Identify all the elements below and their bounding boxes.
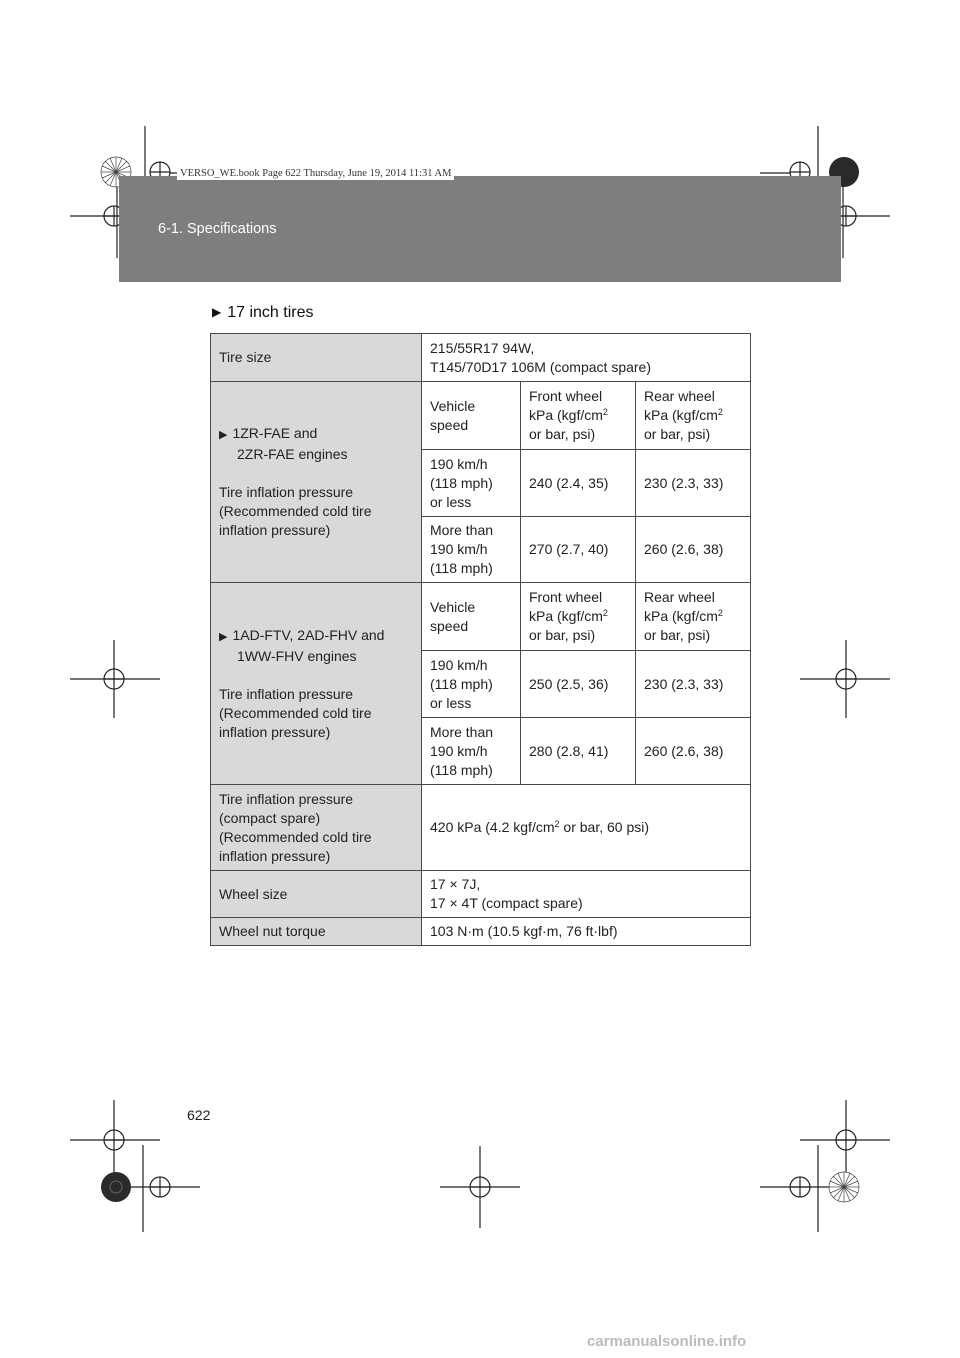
speed-line: (118 mph) <box>430 761 493 778</box>
value-text: 420 kPa (4.2 kgf/cm <box>430 819 555 835</box>
rear-wheel-header <box>636 382 751 450</box>
header-line: speed <box>430 617 469 634</box>
rear-wheel-header <box>636 583 751 651</box>
speed-header <box>422 583 521 651</box>
header-line: speed <box>430 416 469 433</box>
rear-pressure-cell: 260 (2.6, 38) <box>636 718 751 785</box>
header-line: Rear wheel <box>644 589 715 605</box>
wheel-size-line: 17 × 7J, <box>430 876 481 892</box>
header-line: Front wheel <box>529 388 603 404</box>
compact-spare-label <box>211 785 422 871</box>
rear-pressure-cell: 230 (2.3, 33) <box>636 450 751 517</box>
header-text: kPa (kgf/cm <box>644 608 718 624</box>
section-title: 6-1. Specifications <box>158 221 277 237</box>
wheel-size-line: 17 × 4T (compact spare) <box>430 895 583 911</box>
table-row <box>211 918 751 946</box>
group2-title <box>219 626 413 647</box>
group2-desc-line: (Recommended cold tire <box>219 704 372 721</box>
speed-cell <box>422 651 521 718</box>
tire-spec-table <box>210 333 751 946</box>
triangle-marker-icon: ▶ <box>219 630 228 643</box>
header-line: Front wheel <box>529 589 603 605</box>
table-row <box>211 334 751 382</box>
speed-line: (118 mph) <box>430 560 493 576</box>
speed-line: (118 mph) <box>430 474 493 491</box>
front-wheel-header <box>521 583 636 651</box>
speed-line: More than <box>430 522 494 538</box>
superscript: 2 <box>717 608 723 618</box>
header-text: kPa (kgf/cm <box>644 407 718 423</box>
wheel-nut-torque-label: Wheel nut torque <box>211 918 422 946</box>
header-text: kPa (kgf/cm <box>529 407 603 423</box>
speed-line: 190 km/h <box>430 455 488 472</box>
speed-line: 190 km/h <box>430 742 488 759</box>
header-line: Rear wheel <box>644 388 715 404</box>
group1-title <box>219 424 413 445</box>
tire-size-line: T145/70D17 106M (compact spare) <box>430 358 651 375</box>
superscript: 2 <box>717 407 723 417</box>
group1-desc-line: Tire inflation pressure <box>219 484 354 500</box>
table-row <box>211 871 751 918</box>
speed-line: (118 mph) <box>430 675 493 692</box>
header-line: or bar, psi) <box>644 627 711 643</box>
speed-cell <box>422 517 521 583</box>
front-pressure-cell: 270 (2.7, 40) <box>521 517 636 583</box>
group1-title-line: 1ZR-FAE and <box>232 425 318 441</box>
group2-label <box>211 583 422 785</box>
subsection-heading-text: 17 inch tires <box>227 304 314 321</box>
triangle-marker-icon: ▶ <box>212 305 222 319</box>
tire-size-line: 215/55R17 94W, <box>430 339 535 356</box>
front-wheel-header <box>521 382 636 450</box>
label-line: (Recommended cold tire <box>219 828 372 845</box>
superscript: 2 <box>554 819 560 829</box>
section-header-band <box>119 176 841 282</box>
book-info-stamp: VERSO_WE.book Page 622 Thursday, June 19, 2014 11:31 AM <box>177 167 454 180</box>
speed-line: or less <box>430 694 472 711</box>
subsection-heading <box>212 304 314 322</box>
header-line <box>644 607 742 626</box>
watermark: carmanualsonline.info <box>587 1333 747 1350</box>
header-line: or bar, psi) <box>529 426 596 442</box>
header-line <box>529 607 627 626</box>
label-line: inflation pressure) <box>219 847 331 864</box>
table-row <box>211 382 751 450</box>
group2-desc-line: Tire inflation pressure <box>219 685 354 702</box>
group2-title-line: 1AD-FTV, 2AD-FHV and <box>232 626 385 643</box>
group1-label <box>211 382 422 583</box>
group1-title-line: 2ZR-FAE engines <box>237 446 348 462</box>
superscript: 2 <box>602 608 608 618</box>
compact-spare-value <box>422 785 751 871</box>
wheel-nut-torque-value: 103 N·m (10.5 kgf·m, 76 ft·lbf) <box>422 918 751 946</box>
triangle-marker-icon: ▶ <box>219 429 228 441</box>
tire-size-value <box>422 334 751 382</box>
speed-header <box>422 382 521 450</box>
page-number: 622 <box>187 1107 211 1123</box>
superscript: 2 <box>602 407 608 417</box>
value-text: or bar, 60 psi) <box>559 819 650 835</box>
group1-desc-line: (Recommended cold tire <box>219 503 372 519</box>
front-pressure-cell: 240 (2.4, 35) <box>521 450 636 517</box>
speed-line: More than <box>430 723 494 740</box>
header-line: Vehicle <box>430 598 476 615</box>
front-pressure-cell: 250 (2.5, 36) <box>521 651 636 718</box>
speed-cell <box>422 718 521 785</box>
group1-desc-line: inflation pressure) <box>219 522 331 538</box>
header-line: Vehicle <box>430 397 476 414</box>
header-text: kPa (kgf/cm <box>529 608 603 624</box>
table-row <box>211 785 751 871</box>
speed-line: or less <box>430 493 472 510</box>
label-line: (compact spare) <box>219 809 321 826</box>
speed-line: 190 km/h <box>430 541 488 557</box>
table-row <box>211 583 751 651</box>
rear-pressure-cell: 260 (2.6, 38) <box>636 517 751 583</box>
header-line <box>529 406 627 425</box>
header-line <box>644 406 742 425</box>
wheel-size-value <box>422 871 751 918</box>
speed-line: 190 km/h <box>430 656 488 673</box>
wheel-size-label: Wheel size <box>211 871 422 918</box>
speed-cell <box>422 450 521 517</box>
group2-title-line: 1WW-FHV engines <box>237 647 357 664</box>
rear-pressure-cell: 230 (2.3, 33) <box>636 651 751 718</box>
group2-desc-line: inflation pressure) <box>219 723 331 740</box>
tire-size-label: Tire size <box>211 334 422 382</box>
header-line: or bar, psi) <box>529 627 596 643</box>
front-pressure-cell: 280 (2.8, 41) <box>521 718 636 785</box>
label-line: Tire inflation pressure <box>219 790 354 807</box>
header-line: or bar, psi) <box>644 426 711 442</box>
